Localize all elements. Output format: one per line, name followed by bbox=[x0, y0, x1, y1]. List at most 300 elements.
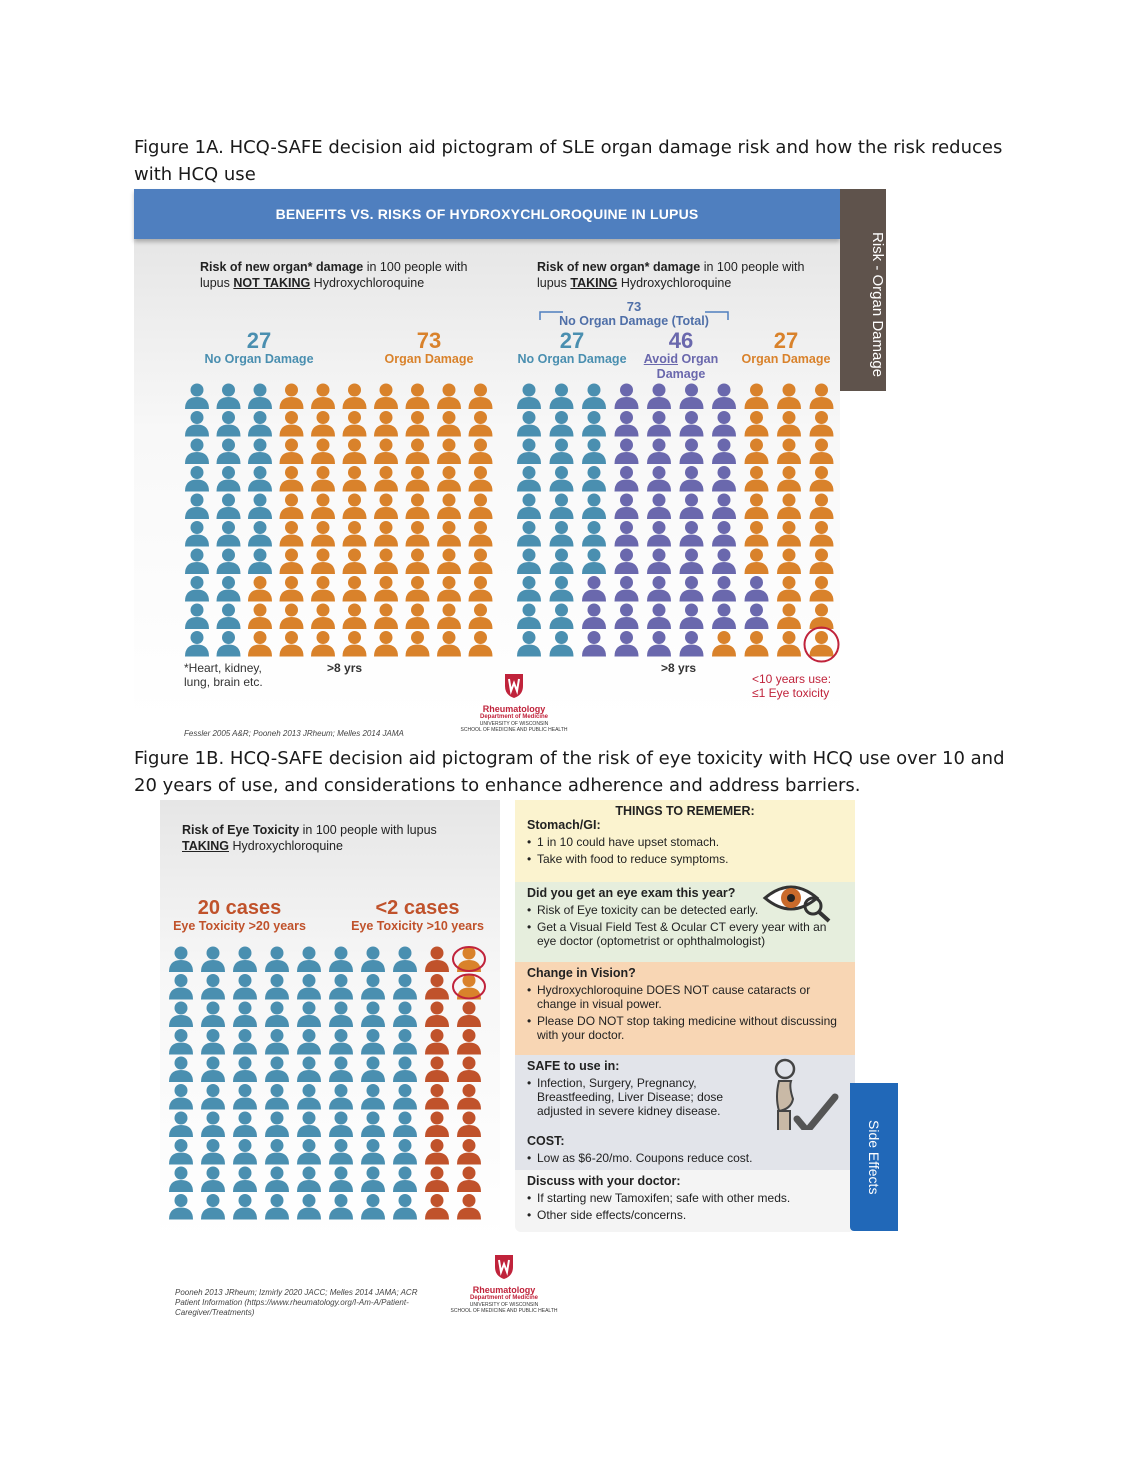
right-pictogram-grid bbox=[516, 383, 846, 665]
left-pictogram-grid bbox=[184, 383, 504, 665]
person-icon bbox=[680, 439, 704, 465]
eye-toxicity-note: <10 years use: ≤1 Eye toxicity bbox=[752, 672, 832, 700]
person-icon bbox=[280, 604, 304, 630]
person-icon bbox=[185, 576, 209, 602]
person-icon bbox=[425, 1167, 449, 1193]
person-icon bbox=[615, 411, 639, 437]
person-icon bbox=[550, 411, 574, 437]
person-icon bbox=[647, 576, 671, 602]
person-icon bbox=[169, 1057, 193, 1083]
person-icon bbox=[185, 521, 209, 547]
person-icon bbox=[550, 631, 574, 657]
person-icon bbox=[280, 549, 304, 575]
person-icon bbox=[361, 1194, 385, 1220]
person-icon bbox=[680, 576, 704, 602]
person-icon bbox=[185, 411, 209, 437]
person-icon bbox=[374, 411, 398, 437]
person-icon bbox=[550, 494, 574, 520]
person-icon bbox=[280, 521, 304, 547]
person-icon bbox=[343, 604, 367, 630]
person-icon bbox=[217, 604, 241, 630]
person-icon bbox=[406, 384, 430, 410]
person-icon bbox=[745, 631, 769, 657]
person-icon bbox=[437, 604, 461, 630]
person-icon bbox=[217, 576, 241, 602]
person-icon bbox=[777, 439, 801, 465]
person-icon bbox=[777, 466, 801, 492]
person-icon bbox=[329, 1112, 353, 1138]
person-icon bbox=[248, 411, 272, 437]
person-icon bbox=[217, 494, 241, 520]
person-icon bbox=[185, 631, 209, 657]
person-icon bbox=[343, 494, 367, 520]
person-icon bbox=[280, 384, 304, 410]
person-icon bbox=[550, 549, 574, 575]
person-icon bbox=[374, 576, 398, 602]
person-icon bbox=[265, 947, 289, 973]
person-icon bbox=[647, 466, 671, 492]
person-icon bbox=[469, 494, 493, 520]
person-icon bbox=[297, 1112, 321, 1138]
person-icon bbox=[810, 631, 834, 657]
person-icon bbox=[437, 521, 461, 547]
person-icon bbox=[201, 1139, 225, 1165]
person-icon bbox=[647, 494, 671, 520]
person-icon bbox=[647, 521, 671, 547]
person-icon bbox=[280, 466, 304, 492]
person-icon bbox=[680, 411, 704, 437]
person-icon bbox=[280, 576, 304, 602]
person-icon bbox=[582, 384, 606, 410]
figure-1a bbox=[134, 189, 886, 738]
figure-1a-citation: Fessler 2005 A&R; Pooneh 2013 JRheum; Melles 2014 JAMA bbox=[184, 729, 404, 738]
right-stat-total: 73 No Organ Damage (Total) bbox=[559, 299, 709, 328]
person-icon bbox=[582, 411, 606, 437]
left-stat-no-damage: 27 No Organ Damage bbox=[204, 328, 314, 366]
person-icon bbox=[425, 1139, 449, 1165]
person-icon bbox=[361, 1084, 385, 1110]
person-icon bbox=[297, 1002, 321, 1028]
person-icon bbox=[517, 439, 541, 465]
person-icon bbox=[582, 439, 606, 465]
person-icon bbox=[185, 604, 209, 630]
eye-magnifier-icon bbox=[761, 874, 837, 924]
person-icon bbox=[550, 576, 574, 602]
person-icon bbox=[425, 1194, 449, 1220]
figure-1b bbox=[160, 800, 900, 1330]
person-icon bbox=[185, 494, 209, 520]
person-icon bbox=[329, 1057, 353, 1083]
person-icon bbox=[169, 1112, 193, 1138]
person-icon bbox=[810, 494, 834, 520]
person-icon bbox=[217, 384, 241, 410]
person-icon bbox=[615, 521, 639, 547]
person-icon bbox=[469, 439, 493, 465]
person-icon bbox=[712, 521, 736, 547]
person-icon bbox=[201, 1194, 225, 1220]
person-icon bbox=[745, 494, 769, 520]
person-icon bbox=[680, 604, 704, 630]
person-icon bbox=[343, 384, 367, 410]
person-icon bbox=[297, 1084, 321, 1110]
person-icon bbox=[712, 549, 736, 575]
person-icon bbox=[311, 439, 335, 465]
person-icon bbox=[517, 384, 541, 410]
person-icon bbox=[361, 1167, 385, 1193]
person-icon bbox=[393, 1139, 417, 1165]
person-icon bbox=[457, 1112, 481, 1138]
person-icon bbox=[233, 1002, 257, 1028]
person-icon bbox=[297, 974, 321, 1000]
person-icon bbox=[425, 1029, 449, 1055]
person-icon bbox=[550, 604, 574, 630]
person-icon bbox=[582, 494, 606, 520]
person-icon bbox=[185, 439, 209, 465]
person-icon bbox=[457, 1057, 481, 1083]
person-icon bbox=[343, 576, 367, 602]
eye-pictogram-grid bbox=[168, 946, 498, 1228]
person-icon bbox=[169, 974, 193, 1000]
person-icon bbox=[217, 411, 241, 437]
person-icon bbox=[280, 494, 304, 520]
person-icon bbox=[311, 631, 335, 657]
person-icon bbox=[810, 411, 834, 437]
figure-1a-caption: Figure 1A. HCQ-SAFE decision aid pictogram of SLE organ damage risk and how the risk reduces with HCQ use bbox=[134, 137, 1003, 185]
person-icon bbox=[248, 466, 272, 492]
eye-panel-title: Risk of Eye Toxicity in 100 people with lupus TAKING Hydroxychloroquine bbox=[182, 823, 437, 853]
person-icon bbox=[361, 1002, 385, 1028]
person-icon bbox=[457, 1139, 481, 1165]
person-icon bbox=[582, 631, 606, 657]
person-icon bbox=[680, 549, 704, 575]
person-icon bbox=[311, 411, 335, 437]
person-icon bbox=[406, 411, 430, 437]
person-icon bbox=[437, 384, 461, 410]
person-icon bbox=[615, 631, 639, 657]
person-icon bbox=[615, 604, 639, 630]
person-icon bbox=[810, 604, 834, 630]
person-icon bbox=[343, 631, 367, 657]
person-icon bbox=[329, 1194, 353, 1220]
person-icon bbox=[457, 1194, 481, 1220]
person-icon bbox=[550, 439, 574, 465]
person-icon bbox=[343, 466, 367, 492]
section-safe: SAFE to use in: • Infection, Surgery, Pregnancy, Breastfeeding, Liver Disease; dose adjusted in severe kidney disease. bbox=[515, 1055, 855, 1130]
person-icon bbox=[745, 604, 769, 630]
person-icon bbox=[185, 549, 209, 575]
person-icon bbox=[406, 604, 430, 630]
person-icon bbox=[233, 947, 257, 973]
person-icon bbox=[265, 1194, 289, 1220]
person-icon bbox=[777, 521, 801, 547]
person-icon bbox=[582, 576, 606, 602]
person-icon bbox=[343, 521, 367, 547]
person-icon bbox=[810, 521, 834, 547]
person-icon bbox=[745, 439, 769, 465]
person-icon bbox=[374, 549, 398, 575]
person-icon bbox=[457, 1084, 481, 1110]
things-title: THINGS TO REMEMER: bbox=[615, 804, 755, 818]
person-icon bbox=[425, 974, 449, 1000]
person-icon bbox=[745, 521, 769, 547]
person-icon bbox=[517, 604, 541, 630]
person-icon bbox=[217, 549, 241, 575]
person-icon bbox=[406, 521, 430, 547]
person-icon bbox=[374, 494, 398, 520]
person-icon bbox=[233, 1194, 257, 1220]
person-icon bbox=[457, 1002, 481, 1028]
person-icon bbox=[361, 1139, 385, 1165]
person-icon bbox=[810, 466, 834, 492]
section-cost: COST: • Low as $6-20/mo. Coupons reduce cost. bbox=[515, 1130, 855, 1170]
person-icon bbox=[582, 521, 606, 547]
section-eye-exam: Did you get an eye exam this year? • Risk of Eye toxicity can be detected early. • Get a Visual Field Test & Ocular CT every year with an eye doctor (optometrist or ophthalmologist) bbox=[515, 882, 855, 962]
side-tab-organ-damage: Risk - Organ Damage bbox=[840, 189, 886, 391]
person-icon bbox=[777, 411, 801, 437]
person-icon bbox=[329, 1002, 353, 1028]
stat-2-cases: <2 cases Eye Toxicity >10 years bbox=[351, 897, 484, 933]
person-icon bbox=[217, 521, 241, 547]
right-panel-title: Risk of new organ* damage in 100 people with lupus TAKING Hydroxychloroquine bbox=[537, 260, 805, 290]
person-icon bbox=[393, 1002, 417, 1028]
person-icon bbox=[201, 947, 225, 973]
person-icon bbox=[647, 549, 671, 575]
person-icon bbox=[329, 1029, 353, 1055]
person-icon bbox=[265, 1084, 289, 1110]
figure-1b-caption: Figure 1B. HCQ-SAFE decision aid pictogram of the risk of eye toxicity with HCQ use over 10 and 20 years of use, and considerations to enhance adherence and address barriers. bbox=[134, 748, 1005, 796]
person-icon bbox=[233, 1029, 257, 1055]
person-icon bbox=[680, 631, 704, 657]
person-icon bbox=[311, 466, 335, 492]
person-icon bbox=[169, 1084, 193, 1110]
person-icon bbox=[680, 521, 704, 547]
person-icon bbox=[343, 549, 367, 575]
person-icon bbox=[425, 1084, 449, 1110]
person-icon bbox=[777, 631, 801, 657]
person-icon bbox=[550, 466, 574, 492]
person-icon bbox=[280, 631, 304, 657]
person-icon bbox=[517, 576, 541, 602]
person-icon bbox=[437, 494, 461, 520]
person-icon bbox=[248, 384, 272, 410]
person-icon bbox=[329, 974, 353, 1000]
person-icon bbox=[810, 384, 834, 410]
person-icon bbox=[437, 439, 461, 465]
person-icon bbox=[712, 439, 736, 465]
person-icon bbox=[406, 631, 430, 657]
person-icon bbox=[201, 1084, 225, 1110]
person-icon bbox=[280, 439, 304, 465]
person-icon bbox=[311, 549, 335, 575]
person-icon bbox=[185, 466, 209, 492]
person-icon bbox=[469, 549, 493, 575]
person-icon bbox=[374, 439, 398, 465]
person-icon bbox=[265, 1112, 289, 1138]
person-icon bbox=[343, 439, 367, 465]
person-icon bbox=[393, 1167, 417, 1193]
person-icon bbox=[374, 466, 398, 492]
person-icon bbox=[457, 1029, 481, 1055]
person-icon bbox=[393, 974, 417, 1000]
person-icon bbox=[712, 604, 736, 630]
person-icon bbox=[248, 439, 272, 465]
person-icon bbox=[329, 1167, 353, 1193]
person-icon bbox=[233, 1139, 257, 1165]
person-icon bbox=[517, 411, 541, 437]
person-icon bbox=[582, 466, 606, 492]
person-icon bbox=[265, 1002, 289, 1028]
person-icon bbox=[361, 1057, 385, 1083]
person-icon bbox=[437, 411, 461, 437]
organ-footnote: *Heart, kidney, lung, brain etc. bbox=[184, 661, 263, 689]
person-icon bbox=[233, 974, 257, 1000]
person-icon bbox=[311, 494, 335, 520]
right-stat-damage: 27 Organ Damage bbox=[741, 328, 831, 366]
person-icon bbox=[810, 549, 834, 575]
person-icon bbox=[777, 604, 801, 630]
person-icon bbox=[777, 576, 801, 602]
person-icon bbox=[311, 384, 335, 410]
person-icon bbox=[201, 1029, 225, 1055]
person-icon bbox=[361, 1029, 385, 1055]
person-icon bbox=[745, 466, 769, 492]
person-icon bbox=[374, 384, 398, 410]
left-panel-title: Risk of new organ* damage in 100 people with lupus NOT TAKING Hydroxychloroquine bbox=[200, 260, 468, 290]
person-icon bbox=[469, 411, 493, 437]
person-icon bbox=[517, 521, 541, 547]
person-icon bbox=[647, 604, 671, 630]
person-icon bbox=[265, 1057, 289, 1083]
person-icon bbox=[169, 947, 193, 973]
person-icon bbox=[329, 1084, 353, 1110]
person-icon bbox=[425, 947, 449, 973]
person-icon bbox=[297, 1057, 321, 1083]
person-icon bbox=[615, 466, 639, 492]
person-icon bbox=[469, 631, 493, 657]
right-years: >8 yrs bbox=[661, 661, 697, 675]
person-icon bbox=[469, 466, 493, 492]
person-icon bbox=[810, 576, 834, 602]
person-icon bbox=[712, 411, 736, 437]
person-icon bbox=[217, 439, 241, 465]
person-icon bbox=[647, 439, 671, 465]
person-icon bbox=[680, 384, 704, 410]
person-icon bbox=[647, 631, 671, 657]
person-icon bbox=[437, 466, 461, 492]
person-icon bbox=[425, 1057, 449, 1083]
person-icon bbox=[329, 1139, 353, 1165]
person-icon bbox=[361, 947, 385, 973]
section-discuss: Discuss with your doctor: • If starting new Tamoxifen; safe with other meds. • Other side effects/concerns. bbox=[515, 1170, 855, 1232]
left-years: >8 yrs bbox=[327, 661, 363, 675]
person-icon bbox=[233, 1057, 257, 1083]
person-icon bbox=[469, 521, 493, 547]
person-icon bbox=[393, 1057, 417, 1083]
person-icon bbox=[201, 1112, 225, 1138]
person-icon bbox=[233, 1112, 257, 1138]
person-icon bbox=[712, 631, 736, 657]
section-vision: Change in Vision? • Hydroxychloroquine DOES NOT cause cataracts or change in visual power. • Please DO NOT stop taking medicine without discussing with your doctor. bbox=[515, 962, 855, 1055]
person-icon bbox=[201, 1057, 225, 1083]
person-icon bbox=[311, 576, 335, 602]
uw-crest-icon-2 bbox=[493, 1252, 515, 1280]
person-icon bbox=[169, 1194, 193, 1220]
person-icon bbox=[361, 1112, 385, 1138]
left-stat-damage: 73 Organ Damage bbox=[384, 328, 474, 366]
person-icon bbox=[777, 494, 801, 520]
person-icon bbox=[393, 1112, 417, 1138]
person-icon bbox=[517, 631, 541, 657]
figure-1b-citation: Pooneh 2013 JRheum; Izmirly 2020 JACC; Melles 2014 JAMA; ACR Patient Information (https://www.rheumatology.org/I-Am-A/Patient-Caregiver/Treatments) bbox=[175, 1288, 418, 1317]
person-icon bbox=[248, 576, 272, 602]
person-icon bbox=[169, 1002, 193, 1028]
person-icon bbox=[265, 1029, 289, 1055]
person-icon bbox=[517, 549, 541, 575]
person-icon bbox=[712, 466, 736, 492]
person-icon bbox=[374, 631, 398, 657]
person-icon bbox=[248, 521, 272, 547]
person-icon bbox=[745, 576, 769, 602]
right-stat-avoid-damage: 46 Avoid Organ Damage bbox=[643, 328, 719, 381]
person-icon bbox=[469, 604, 493, 630]
person-icon bbox=[169, 1139, 193, 1165]
person-icon bbox=[550, 384, 574, 410]
person-icon bbox=[406, 549, 430, 575]
uw-crest-icon bbox=[503, 671, 525, 699]
person-icon bbox=[469, 576, 493, 602]
person-icon bbox=[406, 494, 430, 520]
person-icon bbox=[265, 974, 289, 1000]
person-icon bbox=[425, 1112, 449, 1138]
person-icon bbox=[406, 576, 430, 602]
person-icon bbox=[361, 974, 385, 1000]
uw-rheumatology-logo-2: Rheumatology Department of Medicine UNIVERSITY OF WISCONSIN SCHOOL OF MEDICINE AND PUBLIC HEALTH bbox=[444, 1252, 564, 1314]
person-icon bbox=[169, 1029, 193, 1055]
banner-title: BENEFITS VS. RISKS OF HYDROXYCHLOROQUINE IN LUPUS bbox=[134, 189, 840, 239]
person-icon bbox=[745, 384, 769, 410]
person-icon bbox=[311, 521, 335, 547]
person-icon bbox=[745, 411, 769, 437]
person-icon bbox=[469, 384, 493, 410]
section-stomach: THINGS TO REMEMER: Stomach/GI: • 1 in 10 could have upset stomach. • Take with food to reduce symptoms. bbox=[515, 800, 855, 882]
person-icon bbox=[517, 466, 541, 492]
person-icon bbox=[233, 1084, 257, 1110]
person-icon bbox=[374, 604, 398, 630]
person-icon bbox=[712, 494, 736, 520]
person-icon bbox=[311, 604, 335, 630]
person-icon bbox=[615, 576, 639, 602]
person-icon bbox=[680, 494, 704, 520]
person-icon bbox=[280, 411, 304, 437]
person-icon bbox=[217, 631, 241, 657]
person-icon bbox=[517, 494, 541, 520]
person-icon bbox=[185, 384, 209, 410]
person-icon bbox=[582, 604, 606, 630]
person-icon bbox=[406, 466, 430, 492]
person-icon bbox=[329, 947, 353, 973]
person-icon bbox=[393, 947, 417, 973]
person-icon bbox=[343, 411, 367, 437]
person-icon bbox=[457, 1167, 481, 1193]
person-icon bbox=[233, 1167, 257, 1193]
person-icon bbox=[745, 549, 769, 575]
person-icon bbox=[201, 1167, 225, 1193]
stat-20-cases: 20 cases Eye Toxicity >20 years bbox=[173, 897, 306, 933]
person-icon bbox=[297, 1194, 321, 1220]
person-icon bbox=[374, 521, 398, 547]
person-icon bbox=[615, 494, 639, 520]
person-icon bbox=[248, 549, 272, 575]
